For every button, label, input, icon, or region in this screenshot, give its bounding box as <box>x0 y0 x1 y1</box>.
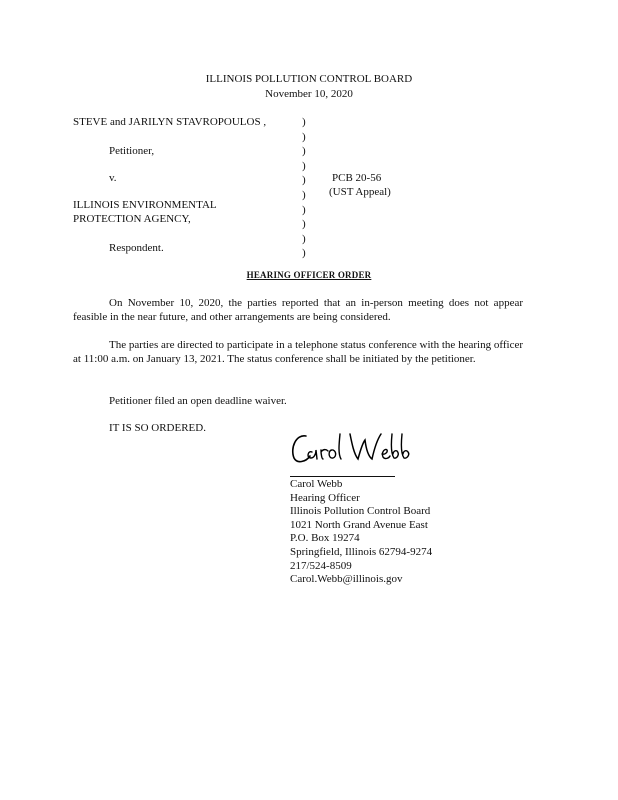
signer-address: 1021 North Grand Avenue East <box>290 518 428 531</box>
caption-parentheses: ) ) ) ) ) ) ) ) ) ) <box>302 116 306 260</box>
body-paragraph-2: The parties are directed to participate in a telephone status conference with the hearing officer at 11:00 a.m. on January 13, 2021. The status conference shall be initiated by the petitioner. <box>73 339 523 365</box>
signature-block <box>290 478 432 587</box>
respondent-name-line1: ILLINOIS ENVIRONMENTAL <box>73 199 217 211</box>
body-paragraph-3: Petitioner filed an open deadline waiver. <box>109 395 287 407</box>
ordered-statement: IT IS SO ORDERED. <box>109 422 206 434</box>
petitioner-role: Petitioner, <box>109 145 155 157</box>
order-title: HEARING OFFICER ORDER <box>246 270 372 280</box>
signer-organization: Illinois Pollution Control Board <box>290 505 431 518</box>
order-date: November 10, 2020 <box>265 88 353 100</box>
signer-po-box: P.O. Box 19274 <box>290 532 360 545</box>
body-paragraph-1: On November 10, 2020, the parties reported that an in-person meeting does not appear feasible in the near future, and other arrangements are being considered. <box>73 297 523 323</box>
versus-label: v. <box>109 172 117 184</box>
case-type: (UST Appeal) <box>329 186 391 198</box>
case-number: PCB 20-56 <box>332 172 382 184</box>
agency-heading: ILLINOIS POLLUTION CONTROL BOARD <box>205 73 413 85</box>
respondent-name-line2: PROTECTION AGENCY, <box>73 213 191 225</box>
signer-email: Carol.Webb@illinois.gov <box>290 573 403 586</box>
signer-phone: 217/524-8509 <box>290 559 352 572</box>
signer-name: Carol Webb <box>290 478 343 490</box>
signer-city: Springfield, Illinois 62794-9274 <box>290 545 433 558</box>
handwritten-signature <box>288 428 418 470</box>
signer-title: Hearing Officer <box>290 491 360 504</box>
respondent-role: Respondent. <box>109 242 164 254</box>
signature-line <box>290 476 395 477</box>
petitioner-names: STEVE and JARILYN STAVROPOULOS , <box>73 116 267 128</box>
